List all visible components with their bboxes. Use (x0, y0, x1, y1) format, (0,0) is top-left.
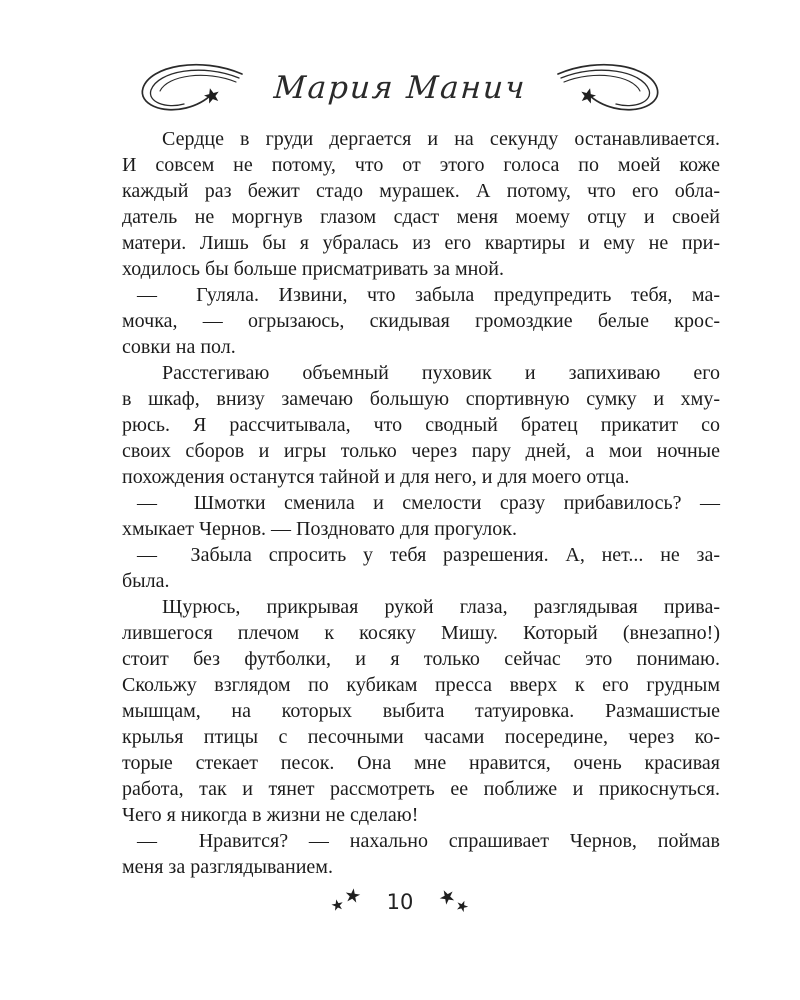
text-line: Чего я никогда в жизни не сделаю! (122, 804, 419, 826)
text-line: Сердце в груди дергается и на секунду останавливается. (162, 128, 720, 150)
text-line: Щурюсь, прикрывая рукой глаза, разглядывая прива- (162, 596, 720, 618)
text-line: — Забыла спросить у тебя разрешения. А, нет... не за- (137, 544, 720, 566)
text-line: датель не моргнув глазом сдаст меня моему отцу и своей (122, 206, 720, 228)
text-line: Расстегиваю объемный пуховик и запихиваю его (162, 362, 720, 384)
text-line: работа, так и тянет рассмотреть ее поближе и прикоснуться. (122, 778, 720, 800)
text-line: — Шмотки сменила и смелости сразу прибавилось? — (137, 492, 720, 514)
text-line: совки на пол. (122, 336, 236, 358)
text-line: была. (122, 570, 170, 592)
star-cluster-left (329, 884, 363, 915)
text-line: мышцам, на которых выбита татуировка. Размашистые (122, 700, 720, 722)
text-line: И совсем не потому, что от этого голоса по моей коже (122, 154, 720, 176)
text-line: Скольжу взглядом по кубикам пресса вверх к его грудным (122, 674, 720, 696)
text-line: матери. Лишь бы я убралась из его квартиры и ему не при- (122, 232, 720, 254)
text-line: лившегося плечом к косяку Мишу. Который (внезапно!) (122, 622, 720, 644)
page-header (0, 60, 800, 116)
text-line: ходилось бы больше присматривать за мной. (122, 258, 505, 280)
swirl-star-right-icon (552, 60, 664, 116)
text-line: меня за разглядыванием. (122, 856, 333, 878)
swirl-star-left-icon (136, 60, 248, 116)
text-line: крылья птицы с песочными часами посередине, через ко- (122, 726, 720, 748)
text-line: стоит без футболки, и я только сейчас это понимаю. (122, 648, 720, 670)
text-line: похождения останутся тайной и для него, и для моего отца. (122, 466, 630, 488)
text-line: хмыкает Чернов. — Поздновато для прогулок. (122, 518, 517, 540)
text-line: мочка, — огрызаюсь, скидывая громоздкие белые крос- (122, 310, 720, 332)
star-icon: ★ (342, 884, 363, 908)
text-line: рюсь. Я рассчитывала, что сводный братец прикатит со (122, 414, 720, 436)
star-cluster-right (435, 883, 472, 917)
text-line: — Нравится? — нахально спрашивает Чернов, поймав (137, 830, 720, 852)
page-footer (0, 883, 800, 917)
star-icon: ★ (435, 883, 461, 911)
text-line: в шкаф, внизу замечаю большую спортивную сумку и хму- (122, 388, 720, 410)
text-block (122, 126, 720, 880)
star-icon: ★ (453, 896, 472, 917)
star-icon: ★ (329, 896, 346, 915)
text-line: торые стекает песок. Она мне нравится, очень красивая (122, 752, 720, 774)
author-name: Мария Манич (272, 70, 528, 106)
text-line: каждый раз бежит стадо мурашек. А потому, что его обла- (122, 180, 720, 202)
text-line: своих сборов и игры только через пару дней, а мои ночные (122, 440, 720, 462)
text-line: — Гуляла. Извини, что забыла предупредить тебя, ма- (137, 284, 720, 306)
page-number: 10 (386, 890, 414, 914)
